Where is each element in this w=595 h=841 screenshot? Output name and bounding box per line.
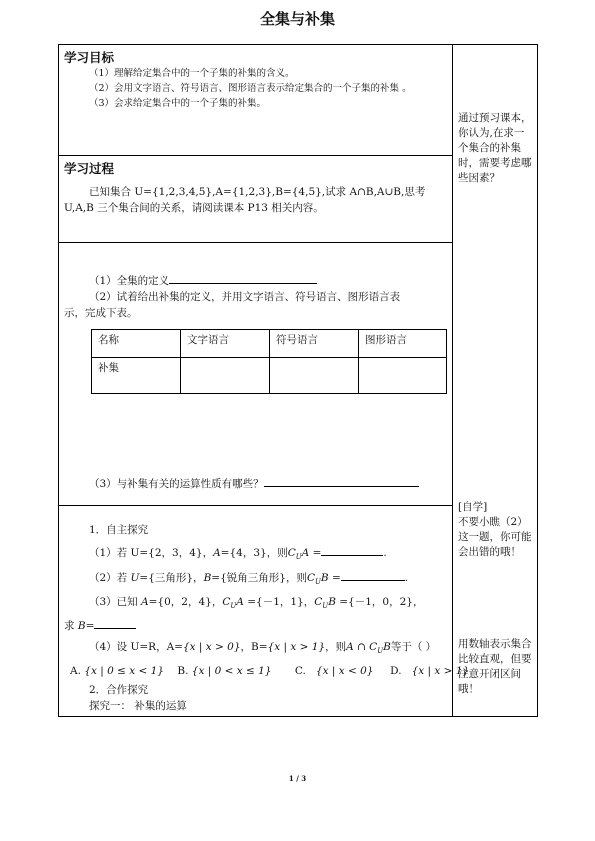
process-intro: U,A,B 三个集合间的关系，请阅读课本 P13 相关内容。	[64, 202, 324, 214]
row-divider	[58, 155, 453, 156]
answer-blank[interactable]	[94, 618, 136, 629]
goal-item: （1）理解给定集合中的一个子集的补集的含义。	[89, 68, 295, 79]
process-intro: 已知集合 U={1,2,3,4,5},A={1,2,3},B={4,5},试求 A∩B,A∪B,思考	[89, 186, 426, 198]
table-row-label: 补集	[92, 358, 181, 394]
option-label[interactable]: D.	[390, 665, 402, 677]
problem-3-cont: 求 B=	[64, 618, 136, 633]
goal-item: （2）会用文字语言、符号语言、图形语言表示给定集合的一个子集的补集 。	[89, 83, 412, 94]
question-1	[89, 273, 317, 288]
row-divider	[58, 242, 453, 243]
goal-item: （3）会求给定集合中的一个子集的补集。	[89, 98, 267, 109]
page-number: 1 / 3	[288, 774, 307, 783]
column-divider	[452, 44, 453, 717]
table-cell[interactable]	[270, 358, 359, 394]
answer-blank[interactable]	[264, 476, 419, 487]
problem-1: （1）若 U={2，3，4}，A={4，3}，则$C_UA$ = .	[89, 547, 387, 562]
self-explore-heading: 1．自主探究	[89, 524, 149, 536]
option-label[interactable]: C.	[294, 665, 306, 677]
question-2: （2）试着给出补集的定义，并用文字语言、符号语言、图形语言表	[89, 291, 401, 303]
option-label[interactable]: B.	[177, 665, 189, 677]
option-label[interactable]: A.	[70, 665, 81, 677]
table-header: 名称	[92, 330, 181, 358]
question-2-cont: 示，完成下表。	[64, 307, 138, 319]
answer-blank[interactable]	[321, 545, 383, 556]
sidebar-note: 用数轴表示集合比较直观，但要注意开闭区间哦！	[458, 638, 532, 695]
sidebar-note: 通过预习课本，你认为,在求一个集合的补集时，需要考虑哪些因素？	[458, 112, 532, 184]
goals-heading: 学习目标	[64, 50, 115, 65]
answer-blank[interactable]	[169, 273, 317, 284]
coop-explore-heading: 2．合作探究	[89, 684, 149, 696]
table-header: 图形语言	[359, 330, 447, 358]
problem-4: （4）设 U=R，A={x | x > 0}，B={x | x > 1}，则A ∩ $C_UB$等于（ ）	[89, 641, 437, 656]
answer-options	[70, 664, 469, 678]
problem-3: （3）已知 A={0，2，4}，$C_UA =\{-1$，1}，$C_UB =\{-1$，0，2}，	[89, 596, 424, 611]
explore-title: 探究一： 补集的运算	[89, 700, 187, 712]
sidebar-note: 不要小瞧（2）这一题，你可能会出错的哦！	[458, 516, 532, 558]
sidebar-note-tag: [自学]	[458, 501, 488, 513]
table-header: 文字语言	[181, 330, 270, 358]
page-title: 全集与补集	[259, 10, 335, 28]
table-cell[interactable]	[359, 358, 447, 394]
problem-2: （2）若 U={三角形}，B={锐角三角形}，则$C_UB$ = .	[89, 572, 409, 587]
complement-table	[91, 329, 447, 394]
answer-blank[interactable]	[341, 570, 405, 581]
option-set: {x | 0 < x ≤ 1}	[191, 665, 272, 677]
option-set: {x | 0 ≤ x < 1}	[84, 665, 164, 677]
table-header: 符号语言	[270, 330, 359, 358]
option-set: {x | x > 1}	[411, 665, 470, 677]
option-set: {x | x < 0}	[315, 665, 374, 677]
question-3	[89, 476, 419, 491]
row-divider	[58, 505, 453, 506]
question-text: （1）全集的定义	[89, 275, 170, 287]
process-heading: 学习过程	[64, 161, 115, 176]
question-text: （3）与补集有关的运算性质有哪些？	[89, 478, 264, 490]
table-cell[interactable]	[181, 358, 270, 394]
